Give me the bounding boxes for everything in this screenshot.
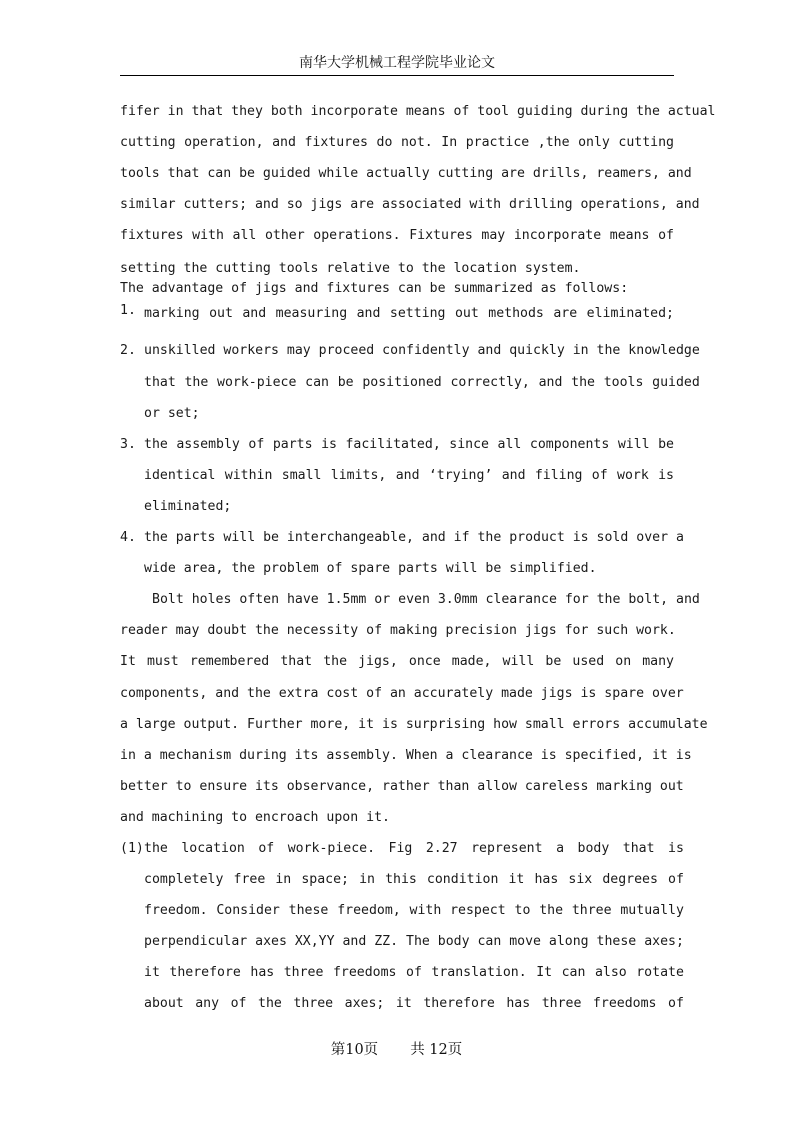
list-item — [120, 522, 684, 584]
list-line: the location of work-piece. Fig 2.27 represent a body that is — [144, 840, 684, 856]
page-header — [120, 53, 674, 76]
list-line: unskilled workers may proceed confidently and quickly in the knowledge — [144, 343, 700, 359]
text-line: similar cutters; and so jigs are associated with drilling operations, and — [120, 197, 700, 213]
list-line: identical within small limits, and ‘trying’ and filing of work is — [144, 467, 674, 483]
page-number: 第10页 — [330, 1042, 379, 1058]
list-line: completely free in space; in this condition it has six degrees of — [144, 872, 684, 888]
list-line: about any of the three axes; it therefore has three freedoms of — [144, 996, 684, 1012]
list-item — [120, 335, 700, 428]
list-item — [120, 429, 674, 522]
page-total: 共 12页 — [410, 1042, 463, 1058]
header-title: 南华大学机械工程学院毕业论文 — [299, 55, 495, 71]
list-number: 2. — [120, 343, 136, 359]
list-line: wide area, the problem of spare parts will be simplified. — [144, 561, 597, 577]
list-line: marking out and measuring and setting out methods are eliminated; — [144, 306, 674, 322]
list-line: the assembly of parts is facilitated, since all components will be — [144, 436, 674, 452]
list-number: 1. — [120, 303, 136, 319]
list-line: it therefore has three freedoms of translation. It can also rotate — [144, 965, 684, 981]
paragraph-line: and machining to encroach upon it. — [120, 809, 390, 825]
text-line: fixtures with all other operations. Fixtures may incorporate means of — [120, 228, 674, 244]
page-footer — [0, 1038, 793, 1059]
list-item — [120, 833, 684, 1020]
text-line: The advantage of jigs and fixtures can be summarized as follows: — [120, 281, 629, 297]
list-line: eliminated; — [144, 498, 232, 514]
list-line: the parts will be interchangeable, and if the product is sold over a — [144, 530, 684, 546]
list-line: perpendicular axes XX,YY and ZZ. The body can move along these axes; — [144, 934, 684, 950]
list-item — [120, 303, 674, 335]
paragraph-line: It must remembered that the jigs, once made, will be used on many — [120, 654, 674, 670]
list-line: or set; — [144, 405, 200, 421]
paragraph-line: a large output. Further more, it is surprising how small errors accumulate — [120, 716, 708, 732]
paragraph-line: Bolt holes often have 1.5mm or even 3.0mm clearance for the bolt, and — [152, 592, 700, 608]
body-text — [120, 96, 716, 1020]
list-line: freedom. Consider these freedom, with respect to the three mutually — [144, 903, 684, 919]
paragraph-line: better to ensure its observance, rather than allow careless marking out — [120, 778, 684, 794]
list-number: (1) — [120, 840, 144, 856]
text-line: setting the cutting tools relative to the location system. — [120, 261, 581, 277]
list-number: 3. — [120, 436, 136, 452]
text-line: fifer in that they both incorporate means of tool guiding during the actual — [120, 104, 716, 119]
paragraph-line: components, and the extra cost of an accurately made jigs is spare over — [120, 685, 684, 701]
text-line: tools that can be guided while actually cutting are drills, reamers, and — [120, 166, 692, 182]
list-line: that the work-piece can be positioned correctly, and the tools guided — [144, 374, 700, 390]
text-line: cutting operation, and fixtures do not. In practice ,the only cutting — [120, 135, 674, 151]
list-number: 4. — [120, 530, 136, 546]
paragraph-line: in a mechanism during its assembly. When a clearance is specified, it is — [120, 747, 692, 763]
paragraph-line: reader may doubt the necessity of making precision jigs for such work. — [120, 623, 676, 639]
